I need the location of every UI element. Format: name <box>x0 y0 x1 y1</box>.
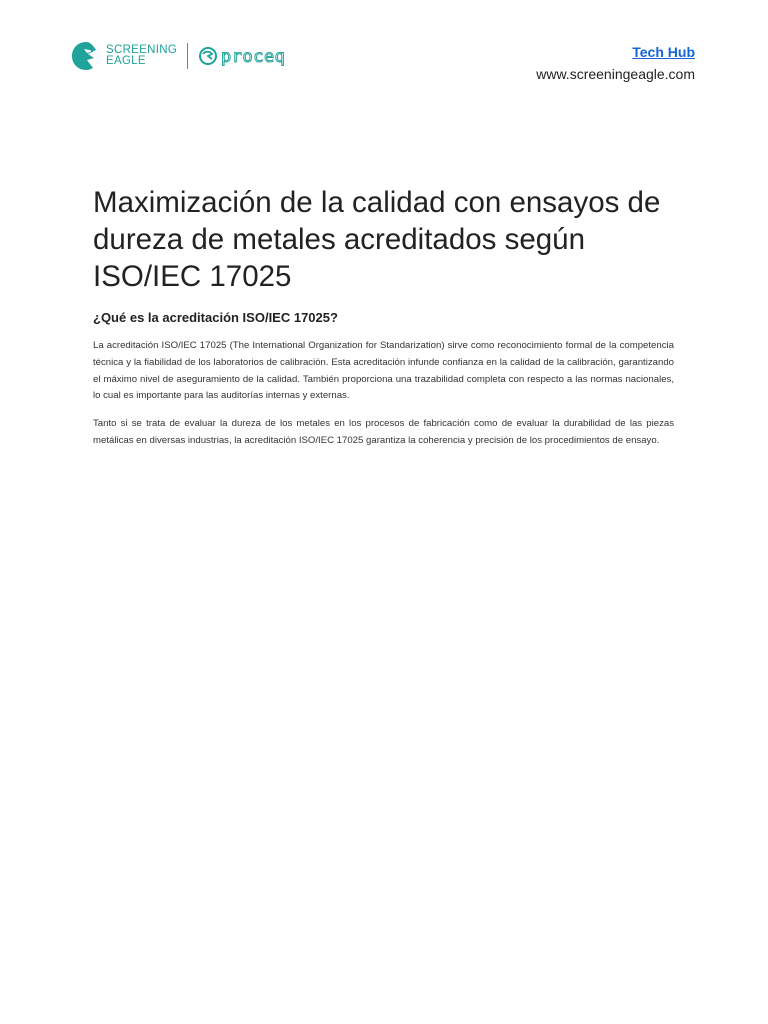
brand-name <box>106 45 177 67</box>
eagle-logo-icon <box>70 40 102 72</box>
brand-name-line2: EAGLE <box>106 55 146 67</box>
website-url: www.screeningeagle.com <box>536 66 695 82</box>
paragraph-industries: Tanto si se trata de evaluar la dureza de los metales en los procesos de fabricación como de evaluar la durabilidad de las piezas metálicas en diversas industrias, la acreditación ISO/IEC 17025 garantiza la coherencia y precisión de los procedimientos de ensayo. <box>93 418 674 446</box>
brand-logos[interactable] <box>70 40 305 72</box>
proceq-wordmark: proceq <box>221 47 286 67</box>
tech-hub-link[interactable]: Tech Hub <box>632 44 695 60</box>
header-links <box>536 44 695 82</box>
brand-name-line1: SCREENING <box>106 44 178 56</box>
page-title: Maximización de la calidad con ensayos de dureza de metales acreditados según ISO/IEC 17025 <box>93 186 661 293</box>
proceq-logo-icon <box>195 42 305 70</box>
logo-divider <box>187 43 188 69</box>
section-heading: ¿Qué es la acreditación ISO/IEC 17025? <box>93 310 338 325</box>
paragraph-intro: La acreditación ISO/IEC 17025 (The International Organization for Standarization) sirve como reconocimiento formal de la competencia técnica y la fiabilidad de los laboratorios de calibración. Esta acreditación infunde confianza en la calidad de la calibración, garantizando el máximo nivel de aseguramiento de la calidad. También proporciona una trazabilidad completa con respecto a las normas nacionales, lo cual es importante para las auditorías internas y externas. <box>93 340 674 402</box>
